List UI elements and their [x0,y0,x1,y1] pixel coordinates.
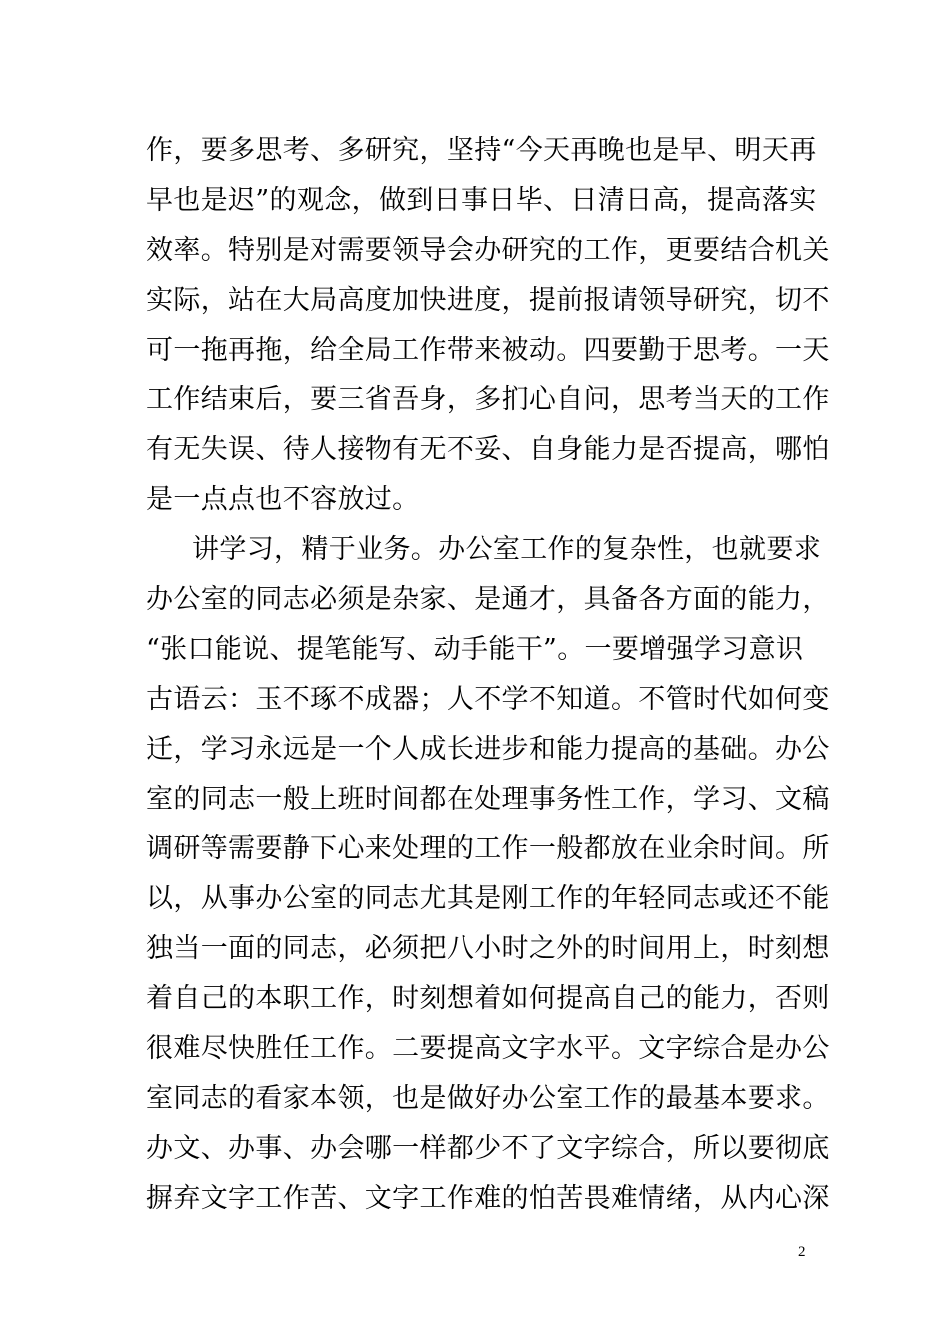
text-line-7: 有无失误、待人接物有无不妥、自身能力是否提高，哪怕 [146,434,830,466]
page-number: 2 [798,1244,806,1260]
text-line-12: 古语云：玉不琢不成器；人不学不知道。不管时代如何变 [146,683,830,715]
text-line-4: 实际，站在大局高度加快进度，提前报请领导研究，切不 [146,284,830,316]
text-line-18: 着自己的本职工作，时刻想着如何提高自己的能力，否则 [146,983,830,1015]
text-line-1: 作，要多思考、多研究，坚持“今天再晚也是早、明天再 [146,135,817,166]
paragraph-start-line: 讲学习，精于业务。办公室工作的复杂性，也就要求 [192,534,822,566]
text-line-14: 室的同志一般上班时间都在处理事务性工作，学习、文稿 [146,783,830,815]
text-line-19: 很难尽快胜任工作。二要提高文字水平。文字综合是办公 [146,1033,830,1065]
text-line-2: 早也是迟”的观念，做到日事日毕、日清日高，提高落实 [146,184,817,216]
text-line-10: 办公室的同志必须是杂家、是通才，具备各方面的能力， [146,584,830,616]
text-line-11: “张口能说、提笔能写、动手能干”。一要增强学习意识 [146,633,804,665]
text-line-16: 以，从事办公室的同志尤其是刚工作的年轻同志或还不能 [146,883,830,915]
text-line-3: 效率。特别是对需要领导会办研究的工作，更要结合机关 [146,234,830,266]
text-line-21: 办文、办事、办会哪一样都少不了文字综合，所以要彻底 [146,1132,830,1164]
text-line-20: 室同志的看家本领，也是做好办公室工作的最基本要求。 [146,1082,830,1114]
text-line-17: 独当一面的同志，必须把八小时之外的时间用上，时刻想 [146,933,830,965]
text-line-22: 摒弃文字工作苦、文字工作难的怕苦畏难情绪，从内心深 [146,1182,830,1214]
text-line-13: 迁，学习永远是一个人成长进步和能力提高的基础。办公 [146,733,830,765]
body-text [146,126,830,1224]
text-line-6: 工作结束后，要三省吾身，多扪心自问，思考当天的工作 [146,384,830,416]
text-line-8: 是一点点也不容放过。 [146,484,420,516]
text-line-15: 调研等需要静下心来处理的工作一般都放在业余时间。所 [146,833,830,865]
text-line-5: 可一拖再拖，给全局工作带来被动。四要勤于思考。一天 [146,334,830,366]
